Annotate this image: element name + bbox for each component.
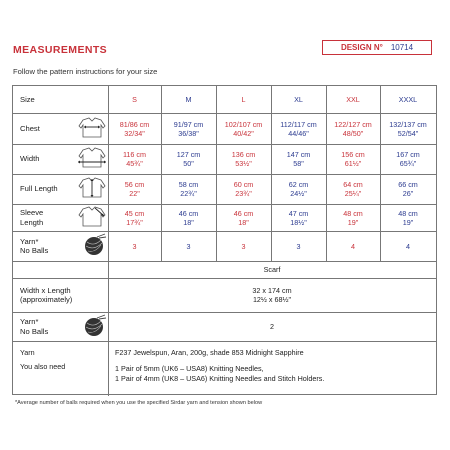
measurement-cell-line: 18" bbox=[238, 217, 249, 227]
size-header-xl-line: XL bbox=[294, 95, 303, 104]
scarf-size-label bbox=[20, 278, 72, 312]
scarf-header-line: Scarf bbox=[263, 265, 281, 274]
size-header-label-line: Size bbox=[20, 94, 35, 104]
size-header-m bbox=[161, 86, 216, 113]
design-number: 10714 bbox=[390, 43, 414, 52]
measurement-cell-line: 62 cm bbox=[288, 180, 309, 189]
measurement-cell bbox=[326, 204, 380, 231]
measurement-cell-line: 116 cm bbox=[122, 150, 147, 159]
yarn-ball-icon bbox=[83, 233, 107, 262]
measurement-cell bbox=[271, 144, 326, 174]
measurement-cell-line: 91/97 cm bbox=[173, 119, 204, 129]
measurement-cell-line: 19" bbox=[402, 217, 414, 227]
measurement-cell-line: 50" bbox=[183, 159, 194, 168]
measurement-cell bbox=[161, 113, 216, 144]
measurement-cell bbox=[161, 204, 216, 231]
also-need-label: You also need bbox=[20, 362, 66, 371]
row-label bbox=[20, 174, 58, 204]
measurement-cell bbox=[161, 231, 216, 261]
sleeve-length-diagram-icon bbox=[77, 206, 107, 235]
measurement-cell-line: 136 cm bbox=[231, 150, 256, 159]
measurement-cell-line: 81/86 cm bbox=[119, 119, 150, 129]
chest-diagram-icon bbox=[77, 117, 107, 146]
row-label bbox=[20, 113, 40, 144]
measurement-cell-line: 66 cm bbox=[398, 180, 418, 189]
size-header-l bbox=[216, 86, 271, 113]
measurement-cell bbox=[216, 174, 271, 204]
size-header-label bbox=[20, 86, 35, 113]
row-label-line: Width bbox=[20, 154, 40, 164]
measurement-cell-line: 122/127 cm bbox=[334, 119, 372, 129]
measurement-cell bbox=[108, 113, 161, 144]
measurement-cell bbox=[108, 144, 161, 174]
measurement-cell-line: 102/107 cm bbox=[224, 119, 263, 129]
measurement-cell-line: 36/38" bbox=[178, 128, 199, 138]
measurement-cell-line: 22" bbox=[129, 189, 140, 198]
measurement-cell-line: 47 cm bbox=[288, 208, 309, 218]
scarf-size-value-line: 32 x 174 cm bbox=[252, 286, 292, 295]
measurement-cell-line: 4 bbox=[351, 241, 355, 251]
measurement-cell-line: 48 cm bbox=[343, 208, 363, 218]
scarf-size-value bbox=[108, 278, 436, 312]
measurement-cell bbox=[161, 174, 216, 204]
page-title: MEASUREMENTS bbox=[13, 44, 108, 56]
measurement-cell-line: 46 cm bbox=[178, 208, 199, 218]
measurement-cell-line: 44/46" bbox=[288, 128, 309, 138]
measurement-cell-line: 48/50" bbox=[342, 128, 364, 138]
measurement-cell bbox=[380, 113, 436, 144]
measurement-cell-line: 60 cm bbox=[233, 180, 254, 189]
scarf-size-label-line: Width x Length bbox=[20, 285, 71, 295]
size-header-xxxl-line: XXXL bbox=[398, 95, 418, 104]
measurement-cell-line: 147 cm bbox=[286, 150, 311, 159]
measurement-cell-line: 18½" bbox=[290, 217, 307, 227]
measurement-cell bbox=[108, 231, 161, 261]
measurement-cell-line: 4 bbox=[406, 241, 410, 251]
design-number-box bbox=[322, 40, 432, 55]
row-label bbox=[20, 231, 48, 261]
measurement-cell-line: 64 cm bbox=[343, 180, 363, 189]
scarf-size-value-line: 12½ x 68½" bbox=[252, 295, 292, 304]
measurement-cell bbox=[216, 144, 271, 174]
measurement-cell-line: 40/42" bbox=[233, 128, 254, 138]
measurement-cell-line: 58 cm bbox=[178, 180, 199, 189]
scarf-yarn-label bbox=[20, 312, 48, 341]
measurement-cell bbox=[271, 231, 326, 261]
measurement-cell-line: 32/34" bbox=[124, 128, 145, 138]
measurement-cell-line: 3 bbox=[241, 241, 246, 251]
measurement-cell bbox=[326, 144, 380, 174]
measurement-cell-line: 23¾" bbox=[235, 189, 252, 198]
size-header-m-line: M bbox=[185, 95, 192, 104]
measurement-cell-line: 58" bbox=[293, 159, 304, 168]
measurement-cell bbox=[326, 174, 380, 204]
measurement-cell-line: 18" bbox=[183, 217, 194, 227]
measurement-cell bbox=[380, 144, 436, 174]
row-label-line: Chest bbox=[20, 123, 40, 133]
row-label-line: Yarn* bbox=[20, 236, 39, 246]
subtitle: Follow the pattern instructions for your size bbox=[13, 67, 158, 76]
size-header-xxl-line: XXL bbox=[346, 95, 360, 104]
measurement-cell bbox=[326, 113, 380, 144]
measurement-cell-line: 3 bbox=[132, 241, 137, 251]
measurement-cell-line: 53½" bbox=[235, 159, 252, 168]
measurements-table bbox=[12, 85, 437, 395]
measurement-cell-line: 24½" bbox=[290, 189, 307, 198]
measurement-cell bbox=[271, 174, 326, 204]
width-diagram-icon bbox=[77, 147, 107, 176]
footnote: *Average number of balls required when you use the specified Sirdar yarn and tension shown below bbox=[15, 400, 263, 406]
measurement-cell bbox=[108, 174, 161, 204]
measurement-cell-line: 25¼" bbox=[344, 189, 362, 198]
measurement-cell-line: 132/137 cm bbox=[389, 119, 427, 129]
measurement-cell-line: 56 cm bbox=[124, 180, 145, 189]
scarf-yarn-label-line: No Balls bbox=[20, 326, 49, 336]
size-header-xl bbox=[271, 86, 326, 113]
size-header-s-line: S bbox=[132, 95, 137, 104]
measurement-cell bbox=[271, 113, 326, 144]
measurement-cell-line: 52/54" bbox=[397, 128, 419, 138]
measurement-cell bbox=[380, 204, 436, 231]
measurement-cell-line: 3 bbox=[296, 241, 301, 251]
measurement-cell-line: 48 cm bbox=[398, 208, 418, 218]
measurement-cell-line: 156 cm bbox=[341, 150, 365, 159]
row-label-line: Full Length bbox=[20, 184, 58, 194]
measurement-cell-line: 65¾" bbox=[399, 159, 417, 168]
yarn-ball-icon bbox=[83, 314, 107, 343]
scarf-size-label-line: (approximately) bbox=[20, 295, 73, 304]
size-header-xxxl bbox=[380, 86, 436, 113]
measurement-cell-line: 112/117 cm bbox=[280, 119, 317, 129]
table-row-divider bbox=[13, 341, 436, 342]
measurement-cell bbox=[108, 204, 161, 231]
measurement-cell bbox=[216, 204, 271, 231]
scarf-yarn-value bbox=[108, 312, 436, 341]
measurement-cell bbox=[161, 144, 216, 174]
measurement-cell-line: 26" bbox=[402, 189, 414, 198]
row-label bbox=[20, 144, 39, 174]
also-need-item: 1 Pair of 4mm (UK8 – USA6) Knitting Needles and Stitch Holders. bbox=[115, 374, 325, 383]
measurement-cell-line: 3 bbox=[186, 241, 191, 251]
row-label-line: Length bbox=[20, 217, 44, 227]
measurement-cell-line: 46 cm bbox=[233, 208, 254, 218]
measurement-cell bbox=[380, 231, 436, 261]
table-column-divider bbox=[108, 341, 109, 396]
measurement-cell bbox=[326, 231, 380, 261]
full-length-diagram-icon bbox=[77, 177, 107, 206]
measurement-cell bbox=[216, 113, 271, 144]
row-label bbox=[20, 204, 43, 231]
scarf-yarn-value-line: 2 bbox=[270, 322, 274, 331]
measurement-cell-line: 19" bbox=[347, 217, 359, 227]
measurement-cell-line: 167 cm bbox=[396, 150, 420, 159]
size-header-xxl bbox=[326, 86, 380, 113]
row-label-line: Sleeve bbox=[20, 208, 44, 218]
yarn-label: Yarn bbox=[20, 348, 35, 357]
design-label: DESIGN N° bbox=[340, 43, 383, 52]
scarf-yarn-label-line: Yarn* bbox=[20, 317, 39, 327]
measurement-cell-line: 45¾" bbox=[126, 159, 143, 168]
measurement-cell bbox=[380, 174, 436, 204]
measurement-cell bbox=[216, 231, 271, 261]
measurement-cell-line: 17¾" bbox=[126, 217, 143, 227]
size-header-l-line: L bbox=[241, 95, 246, 104]
row-label-line: No Balls bbox=[20, 246, 49, 255]
measurement-cell-line: 22¾" bbox=[180, 189, 197, 198]
also-need-item: 1 Pair of 5mm (UK6 – USA8) Knitting Needles, bbox=[115, 364, 264, 373]
scarf-header bbox=[108, 261, 436, 278]
measurement-cell-line: 45 cm bbox=[124, 208, 145, 218]
measurement-cell-line: 127 cm bbox=[176, 150, 201, 159]
yarn-value: F237 Jewelspun, Aran, 200g, shade 853 Midnight Sapphire bbox=[115, 348, 304, 357]
measurement-cell bbox=[271, 204, 326, 231]
measurement-cell-line: 61½" bbox=[344, 159, 362, 168]
size-header-s bbox=[108, 86, 161, 113]
